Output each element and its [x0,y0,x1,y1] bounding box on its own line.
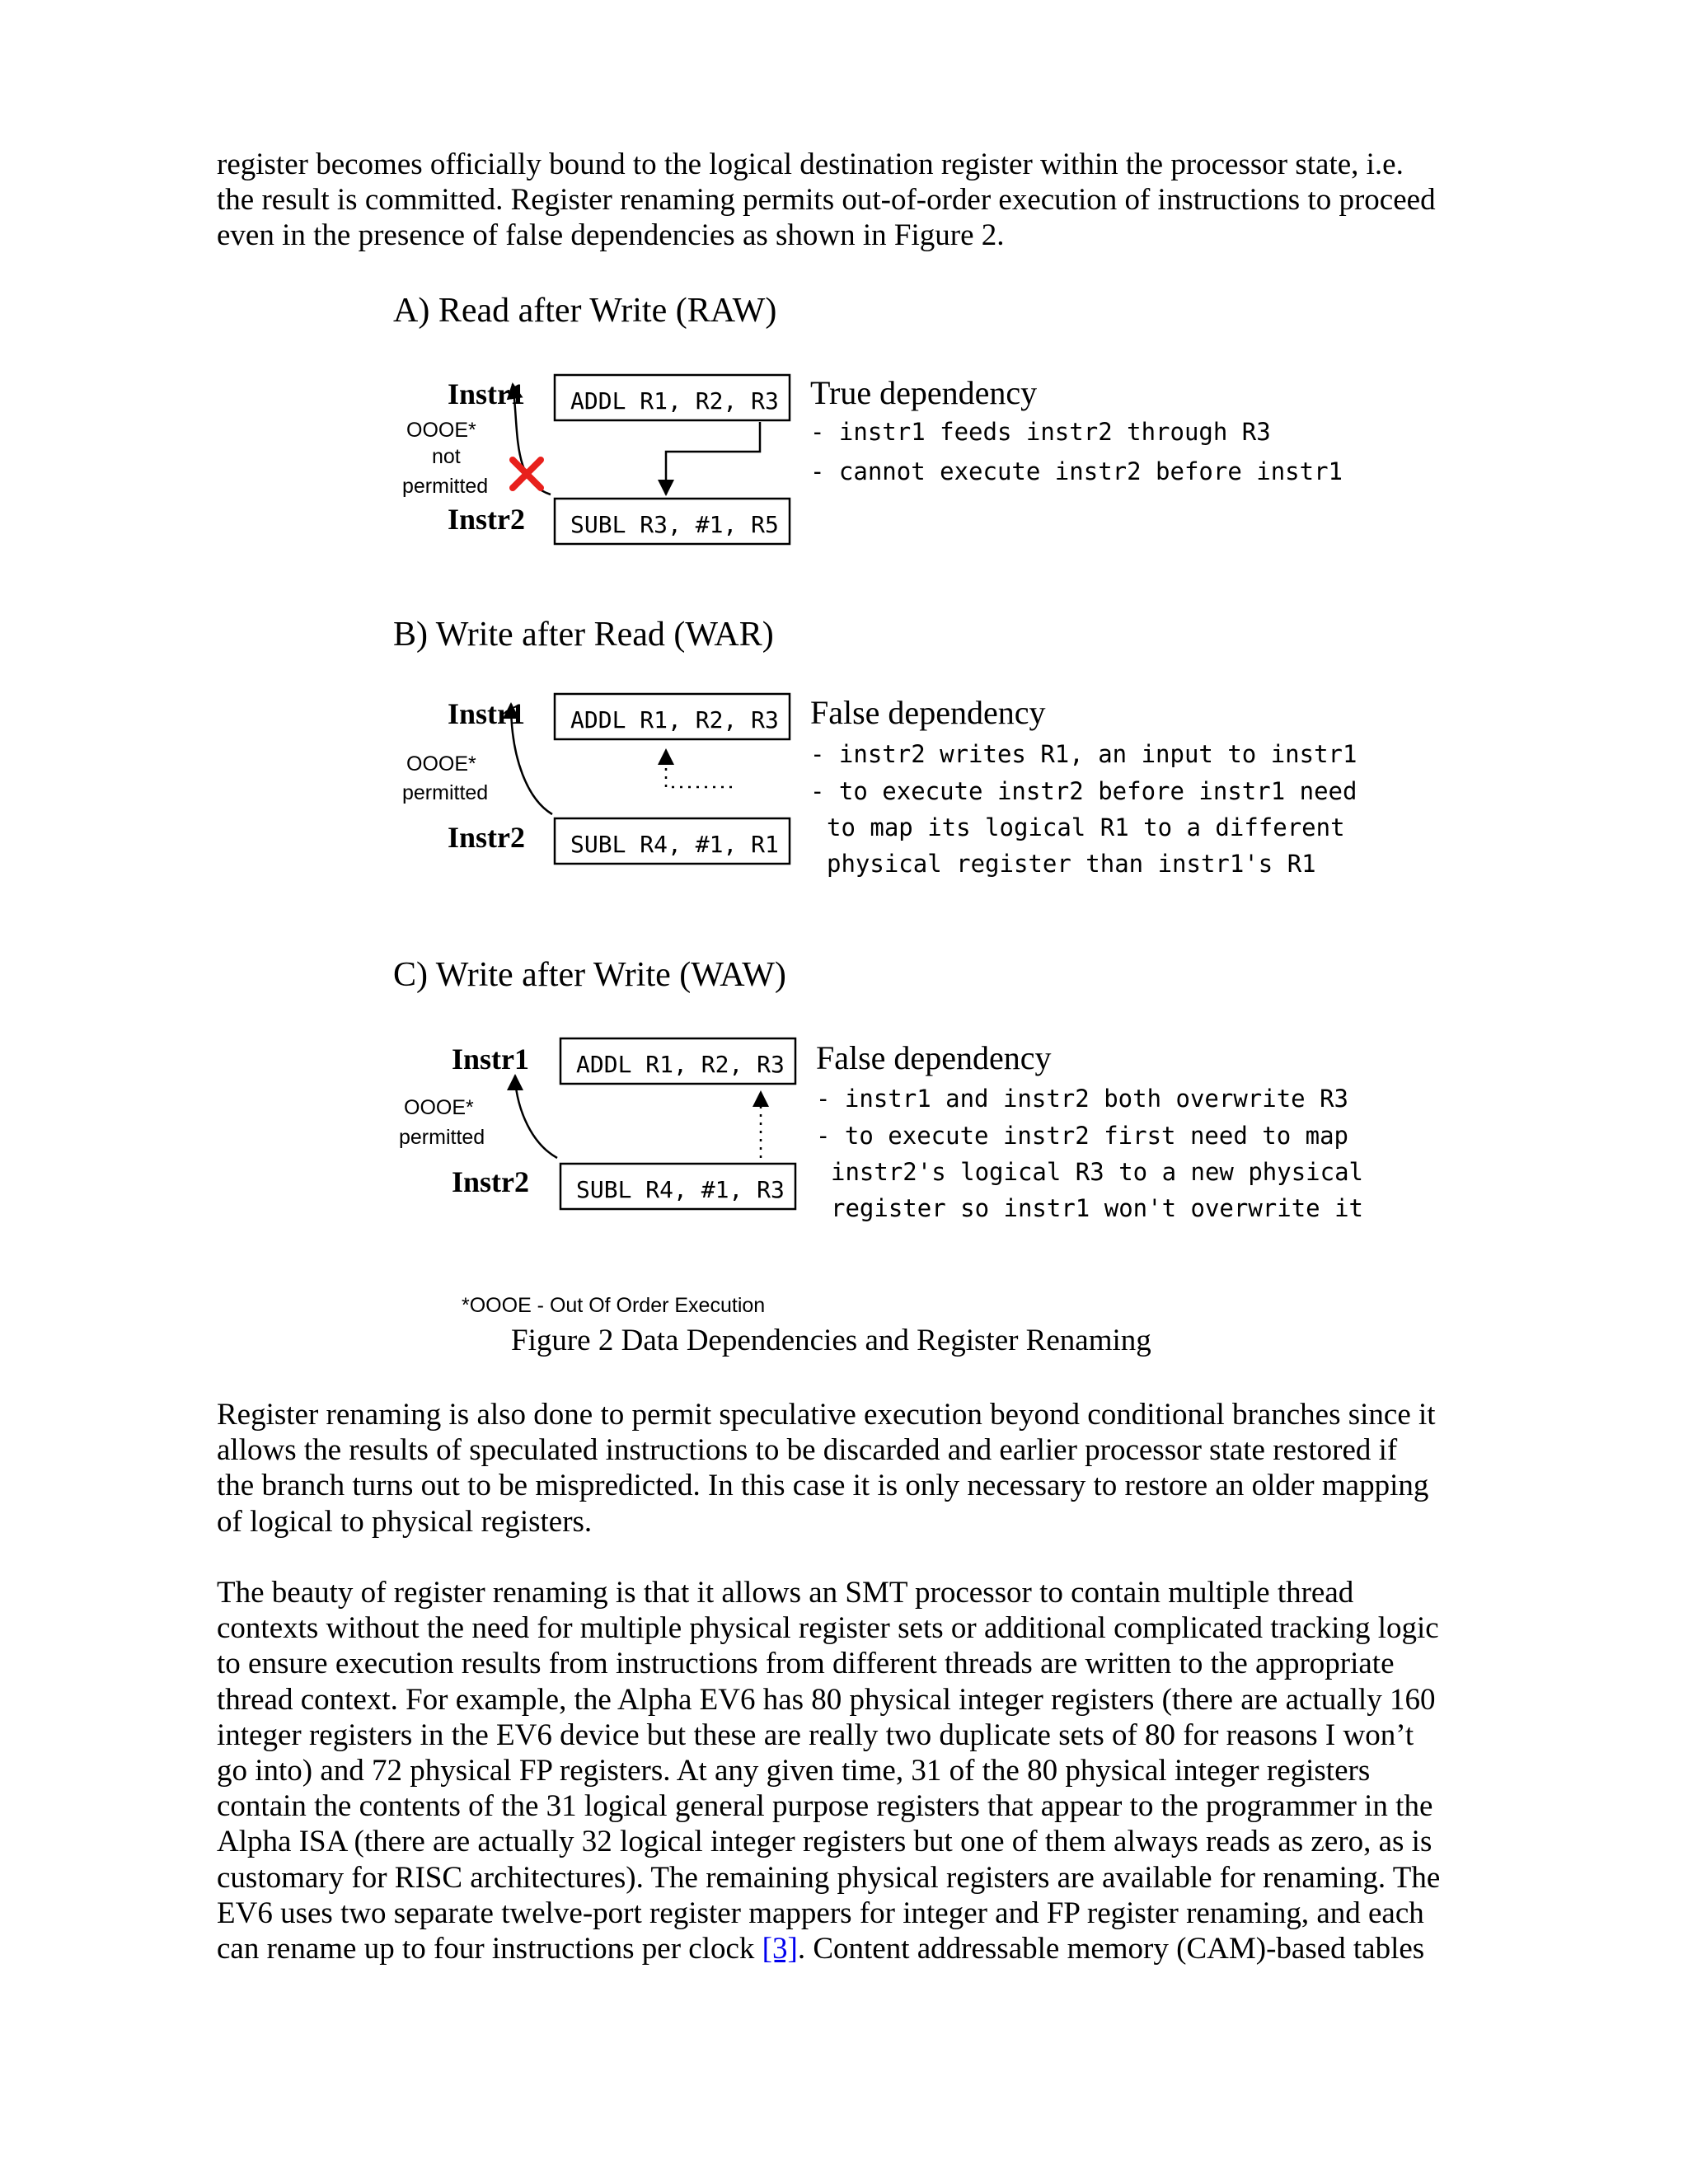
section-raw [393,292,1343,544]
dependency-title: False dependency [816,1039,1052,1076]
section-title: B) Write after Read (WAR) [393,616,774,654]
section-waw [393,956,1363,1222]
dependency-note: - to execute instr2 before instr1 need [810,777,1357,805]
instr2-code: SUBL R3, #1, R5 [570,511,779,538]
ooo-label: OOOE* [404,1096,474,1119]
figure-footnote: *OOOE - Out Of Order Execution [462,1294,766,1317]
instr1-code: ADDL R1, R2, R3 [570,387,779,415]
instr2-code: SUBL R4, #1, R1 [570,831,779,858]
text-line: of logical to physical registers. [217,1504,593,1539]
dependency-arrow [666,750,732,787]
text-line: to ensure execution results from instructions from different threads are written to the appropriate [217,1647,1395,1681]
text-line: the result is committed. Register renaming permits out-of-order execution of instructions to proceed [217,183,1436,218]
dependency-note: - cannot execute instr2 before instr1 [810,457,1343,485]
instr1-code: ADDL R1, R2, R3 [576,1051,785,1078]
instr1-label: Instr1 [448,697,526,730]
dependency-note: register so instr1 won't overwrite it [831,1194,1364,1222]
reference-link-3[interactable]: [3] [762,1931,798,1966]
section-title: A) Read after Write (RAW) [393,292,777,330]
section-title: C) Write after Write (WAW) [393,956,786,994]
dependency-note: - to execute instr2 first need to map [816,1122,1349,1150]
dependency-note: physical register than instr1's R1 [827,850,1316,878]
section-war [393,616,1357,878]
dependency-note: instr2's logical R3 to a new physical [831,1158,1364,1186]
instr1-label: Instr1 [452,1043,530,1076]
paragraph-speculation [217,1397,1486,1540]
text-line: the branch turns out to be mispredicted. In this case it is only necessary to restore an older mapping [217,1469,1429,1503]
text-line [217,1931,1486,1966]
text-line: integer registers in the EV6 device but these are really two duplicate sets of 80 for reasons I won’t [217,1718,1414,1752]
text-line: thread context. For example, the Alpha EV6 has 80 physical integer registers (there are actually 160 [217,1682,1436,1717]
instr2-label: Instr2 [448,821,526,854]
instr1-label: Instr1 [448,377,526,410]
text-line: even in the presence of false dependencies as shown in Figure 2. [217,218,1005,253]
dependency-note: - instr2 writes R1, an input to instr1 [810,740,1357,768]
dependency-title: False dependency [810,694,1046,731]
text-line: contexts without the need for multiple physical register sets or additional complicated tracking logic [217,1611,1439,1646]
reorder-arrow [515,1076,557,1158]
text-line: The beauty of register renaming is that it allows an SMT processor to contain multiple thread [217,1576,1354,1610]
ooo-label: OOOE* [406,752,476,776]
dependency-note: to map its logical R1 to a different [827,813,1345,841]
ooo-label: permitted [402,475,489,498]
dependency-title: True dependency [810,374,1038,411]
dependency-note: - instr1 and instr2 both overwrite R3 [816,1085,1349,1113]
text-line: EV6 uses two separate twelve-port register mappers for integer and FP register renaming, and each [217,1896,1424,1930]
instr1-code: ADDL R1, R2, R3 [570,706,779,733]
paragraph-smt [217,1575,1486,1966]
ooo-label: permitted [402,781,489,804]
cross-icon [513,460,541,488]
text-line: Alpha ISA (there are actually 32 logical integer registers but one of them always reads as zero, as is [217,1825,1432,1859]
text-span: . Content addressable memory (CAM)-based tables [797,1931,1425,1966]
ooo-label: OOOE* [406,419,476,442]
dependency-note: - instr1 feeds instr2 through R3 [810,418,1271,446]
text-line: customary for RISC architectures). The remaining physical registers are available for renaming. The [217,1860,1441,1895]
text-line: Register renaming is also done to permit speculative execution beyond conditional branches since it [217,1398,1436,1432]
text-line: register becomes officially bound to the logical destination register within the processor state, i.e. [217,148,1404,181]
instr2-label: Instr2 [452,1165,530,1198]
text-line: contain the contents of the 31 logical general purpose registers that appear to the programmer in the [217,1789,1433,1824]
instr2-code: SUBL R4, #1, R3 [576,1176,785,1203]
dependency-arrow [666,422,760,494]
instr2-label: Instr2 [448,503,526,536]
ooo-label: permitted [399,1126,485,1149]
text-line: go into) and 72 physical FP registers. At any given time, 31 of the 80 physical integer registers [217,1753,1371,1788]
text-span: can rename up to four instructions per clock [217,1931,762,1966]
figure-caption: Figure 2 Data Dependencies and Register Renaming [511,1324,1151,1357]
ooo-label: not [432,445,461,468]
text-line: allows the results of speculated instructions to be discarded and earlier processor state restored if [217,1433,1398,1468]
